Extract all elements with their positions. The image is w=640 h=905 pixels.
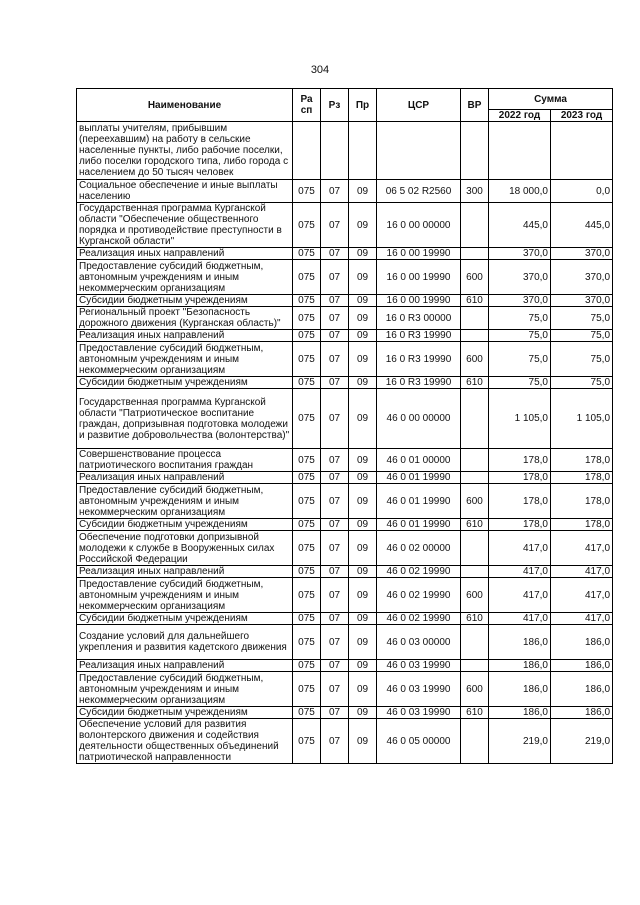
table-row: [77, 122, 613, 180]
row-pr: 09: [349, 377, 377, 389]
row-pr: 09: [349, 660, 377, 672]
row-csr: 16 0 00 19990: [377, 260, 461, 295]
row-rz: 07: [321, 566, 349, 578]
table-row: [77, 719, 613, 764]
row-sum-2023: 75,0: [551, 307, 613, 330]
row-sum-2022: 417,0: [489, 566, 551, 578]
row-csr: 46 0 01 19990: [377, 519, 461, 531]
table-row: [77, 389, 613, 449]
row-rz: 07: [321, 472, 349, 484]
row-rasp: 075: [293, 719, 321, 764]
row-vr: 610: [461, 613, 489, 625]
row-pr: 09: [349, 719, 377, 764]
row-sum-2022: 178,0: [489, 449, 551, 472]
row-csr: 46 0 02 19990: [377, 613, 461, 625]
row-sum-2022: 417,0: [489, 578, 551, 613]
row-name: Предоставление субсидий бюджетным, автономным учреждениям и иным некоммерческим организациям: [77, 672, 293, 707]
row-csr: 16 0 00 19990: [377, 248, 461, 260]
row-vr: [461, 625, 489, 660]
row-rz: 07: [321, 180, 349, 203]
row-sum-2023: 370,0: [551, 260, 613, 295]
row-rz: 07: [321, 203, 349, 248]
row-rasp: 075: [293, 260, 321, 295]
row-csr: 46 0 05 00000: [377, 719, 461, 764]
row-sum-2023: 178,0: [551, 472, 613, 484]
row-sum-2023: 417,0: [551, 566, 613, 578]
row-vr: 600: [461, 260, 489, 295]
row-csr: 46 0 03 19990: [377, 707, 461, 719]
row-rasp: 075: [293, 578, 321, 613]
row-sum-2022: 178,0: [489, 519, 551, 531]
row-csr: 46 0 00 00000: [377, 389, 461, 449]
row-name: Региональный проект "Безопасность дорожного движения (Курганская область)": [77, 307, 293, 330]
budget-table: [76, 88, 613, 764]
table-row: [77, 578, 613, 613]
row-rasp: 075: [293, 342, 321, 377]
row-rasp: 075: [293, 531, 321, 566]
row-vr: [461, 531, 489, 566]
row-rasp: 075: [293, 449, 321, 472]
table-row: [77, 660, 613, 672]
header-rz: Рз: [321, 89, 349, 122]
row-sum-2022: 370,0: [489, 248, 551, 260]
table-row: [77, 625, 613, 660]
row-rz: 07: [321, 248, 349, 260]
header-vr: ВР: [461, 89, 489, 122]
row-csr: 46 0 03 19990: [377, 660, 461, 672]
table-row: [77, 203, 613, 248]
row-name: Реализация иных направлений: [77, 660, 293, 672]
row-vr: [461, 449, 489, 472]
row-csr: 46 0 01 19990: [377, 484, 461, 519]
row-sum-2022: 75,0: [489, 342, 551, 377]
row-rasp: 075: [293, 472, 321, 484]
row-name: Государственная программа Курганской области "Патриотическое воспитание граждан, допризывная подготовка молодежи и развитие добровольчества (волонтерства)": [77, 389, 293, 449]
row-pr: 09: [349, 203, 377, 248]
row-sum-2023: 186,0: [551, 707, 613, 719]
row-rasp: 075: [293, 377, 321, 389]
table-row: [77, 307, 613, 330]
table-row: [77, 377, 613, 389]
row-csr: 16 0 00 00000: [377, 203, 461, 248]
row-pr: 09: [349, 625, 377, 660]
row-sum-2022: 370,0: [489, 260, 551, 295]
row-rasp: [293, 122, 321, 180]
row-pr: [349, 122, 377, 180]
table-row: [77, 672, 613, 707]
row-sum-2023: 219,0: [551, 719, 613, 764]
row-pr: 09: [349, 449, 377, 472]
row-rasp: 075: [293, 613, 321, 625]
row-vr: [461, 719, 489, 764]
row-sum-2022: 186,0: [489, 707, 551, 719]
table-row: [77, 248, 613, 260]
header-2022: 2022 год: [489, 110, 551, 122]
row-rz: 07: [321, 625, 349, 660]
row-rasp: 075: [293, 660, 321, 672]
row-sum-2023: 445,0: [551, 203, 613, 248]
row-name: Социальное обеспечение и иные выплаты населению: [77, 180, 293, 203]
table-row: [77, 472, 613, 484]
row-sum-2023: 370,0: [551, 248, 613, 260]
row-rasp: 075: [293, 330, 321, 342]
row-rz: 07: [321, 519, 349, 531]
row-rasp: 075: [293, 707, 321, 719]
row-csr: 16 0 00 19990: [377, 295, 461, 307]
row-vr: [461, 389, 489, 449]
row-name: Обеспечение условий для развития волонтерского движения и содействия деятельности общественных объединений патриотической направленности: [77, 719, 293, 764]
row-vr: [461, 566, 489, 578]
header-sum: Сумма: [489, 89, 613, 110]
row-rasp: 075: [293, 519, 321, 531]
header-name: Наименование: [77, 89, 293, 122]
row-rasp: 075: [293, 248, 321, 260]
row-rz: 07: [321, 307, 349, 330]
row-rasp: 075: [293, 307, 321, 330]
table-row: [77, 295, 613, 307]
row-csr: 46 0 02 19990: [377, 566, 461, 578]
row-pr: 09: [349, 295, 377, 307]
row-sum-2022: 18 000,0: [489, 180, 551, 203]
row-vr: [461, 307, 489, 330]
row-csr: [377, 122, 461, 180]
row-pr: 09: [349, 307, 377, 330]
row-sum-2023: 178,0: [551, 484, 613, 519]
row-vr: 600: [461, 484, 489, 519]
row-csr: 46 0 02 19990: [377, 578, 461, 613]
row-rz: 07: [321, 531, 349, 566]
table-row: [77, 260, 613, 295]
row-sum-2022: 75,0: [489, 377, 551, 389]
row-rz: [321, 122, 349, 180]
row-rz: 07: [321, 449, 349, 472]
row-sum-2022: 1 105,0: [489, 389, 551, 449]
row-pr: 09: [349, 330, 377, 342]
row-pr: 09: [349, 248, 377, 260]
row-pr: 09: [349, 180, 377, 203]
row-name: Реализация иных направлений: [77, 472, 293, 484]
row-vr: [461, 122, 489, 180]
header-rasp: Ра сп: [293, 89, 321, 122]
table-row: [77, 566, 613, 578]
row-rz: 07: [321, 342, 349, 377]
row-rz: 07: [321, 613, 349, 625]
row-rasp: 075: [293, 295, 321, 307]
row-csr: 46 0 01 19990: [377, 472, 461, 484]
table-row: [77, 531, 613, 566]
row-sum-2022: 445,0: [489, 203, 551, 248]
row-sum-2022: 178,0: [489, 472, 551, 484]
row-name: Предоставление субсидий бюджетным, автономным учреждениям и иным некоммерческим организациям: [77, 342, 293, 377]
row-csr: 46 0 03 19990: [377, 672, 461, 707]
row-pr: 09: [349, 519, 377, 531]
table-row: [77, 180, 613, 203]
table-row: [77, 449, 613, 472]
row-name: Предоставление субсидий бюджетным, автономным учреждениям и иным некоммерческим организациям: [77, 260, 293, 295]
row-rasp: 075: [293, 566, 321, 578]
row-pr: 09: [349, 672, 377, 707]
row-sum-2023: 417,0: [551, 613, 613, 625]
row-vr: [461, 203, 489, 248]
row-sum-2023: 75,0: [551, 330, 613, 342]
row-rasp: 075: [293, 484, 321, 519]
row-csr: 46 0 01 00000: [377, 449, 461, 472]
row-name: Реализация иных направлений: [77, 566, 293, 578]
row-name: Субсидии бюджетным учреждениям: [77, 295, 293, 307]
row-csr: 16 0 R3 19990: [377, 377, 461, 389]
row-name: Субсидии бюджетным учреждениям: [77, 377, 293, 389]
row-rz: 07: [321, 377, 349, 389]
row-vr: 600: [461, 672, 489, 707]
row-vr: 600: [461, 342, 489, 377]
table-row: [77, 613, 613, 625]
row-pr: 09: [349, 566, 377, 578]
page-number: 304: [310, 64, 330, 76]
row-csr: 46 0 02 00000: [377, 531, 461, 566]
table-row: [77, 519, 613, 531]
table-row: [77, 330, 613, 342]
row-sum-2022: 186,0: [489, 625, 551, 660]
row-sum-2022: 75,0: [489, 307, 551, 330]
row-pr: 09: [349, 531, 377, 566]
row-sum-2022: 417,0: [489, 613, 551, 625]
row-sum-2023: 186,0: [551, 660, 613, 672]
row-name: выплаты учителям, прибывшим (переехавшим) на работу в сельские населенные пункты, либо рабочие поселки, либо поселки городского типа, либо города с населением до 50 тысяч человек: [77, 122, 293, 180]
row-sum-2022: 178,0: [489, 484, 551, 519]
row-pr: 09: [349, 342, 377, 377]
row-sum-2023: 178,0: [551, 449, 613, 472]
row-name: Обеспечение подготовки допризывной молодежи к службе в Вооруженных силах Российской Федерации: [77, 531, 293, 566]
row-rz: 07: [321, 484, 349, 519]
row-pr: 09: [349, 613, 377, 625]
row-vr: [461, 660, 489, 672]
header-csr: ЦСР: [377, 89, 461, 122]
row-name: Предоставление субсидий бюджетным, автономным учреждениям и иным некоммерческим организациям: [77, 484, 293, 519]
row-vr: 600: [461, 578, 489, 613]
row-pr: 09: [349, 389, 377, 449]
table-row: [77, 484, 613, 519]
row-name: Субсидии бюджетным учреждениям: [77, 519, 293, 531]
row-sum-2023: 417,0: [551, 531, 613, 566]
row-rasp: 075: [293, 203, 321, 248]
row-rz: 07: [321, 660, 349, 672]
row-rz: 07: [321, 719, 349, 764]
row-name: Реализация иных направлений: [77, 248, 293, 260]
row-sum-2023: 75,0: [551, 342, 613, 377]
row-sum-2022: 370,0: [489, 295, 551, 307]
row-vr: 300: [461, 180, 489, 203]
row-rz: 07: [321, 389, 349, 449]
row-name: Создание условий для дальнейшего укрепления и развития кадетского движения: [77, 625, 293, 660]
row-name: Совершенствование процесса патриотического воспитания граждан: [77, 449, 293, 472]
row-vr: [461, 330, 489, 342]
row-csr: 16 0 R3 00000: [377, 307, 461, 330]
row-sum-2023: 186,0: [551, 672, 613, 707]
row-sum-2023: 75,0: [551, 377, 613, 389]
row-sum-2023: 0,0: [551, 180, 613, 203]
row-sum-2023: [551, 122, 613, 180]
row-sum-2023: 1 105,0: [551, 389, 613, 449]
row-rz: 07: [321, 330, 349, 342]
row-rasp: 075: [293, 389, 321, 449]
header-2023: 2023 год: [551, 110, 613, 122]
row-vr: 610: [461, 519, 489, 531]
table-body: [77, 122, 613, 764]
row-name: Государственная программа Курганской области "Обеспечение общественного порядка и противодействие преступности в Курганской области": [77, 203, 293, 248]
row-vr: [461, 472, 489, 484]
row-csr: 06 5 02 R2560: [377, 180, 461, 203]
row-vr: [461, 248, 489, 260]
row-sum-2022: 186,0: [489, 660, 551, 672]
row-pr: 09: [349, 484, 377, 519]
row-csr: 46 0 03 00000: [377, 625, 461, 660]
row-name: Субсидии бюджетным учреждениям: [77, 613, 293, 625]
row-pr: 09: [349, 707, 377, 719]
row-sum-2023: 370,0: [551, 295, 613, 307]
row-name: Предоставление субсидий бюджетным, автономным учреждениям и иным некоммерческим организациям: [77, 578, 293, 613]
row-rasp: 075: [293, 625, 321, 660]
row-sum-2022: 75,0: [489, 330, 551, 342]
row-vr: 610: [461, 377, 489, 389]
table-row: [77, 342, 613, 377]
row-sum-2022: 417,0: [489, 531, 551, 566]
row-vr: 610: [461, 295, 489, 307]
table-row: [77, 707, 613, 719]
row-rz: 07: [321, 578, 349, 613]
header-pr: Пр: [349, 89, 377, 122]
row-pr: 09: [349, 472, 377, 484]
row-sum-2023: 186,0: [551, 625, 613, 660]
row-rz: 07: [321, 672, 349, 707]
row-sum-2023: 417,0: [551, 578, 613, 613]
row-pr: 09: [349, 578, 377, 613]
row-rz: 07: [321, 260, 349, 295]
row-rz: 07: [321, 707, 349, 719]
row-sum-2022: 186,0: [489, 672, 551, 707]
row-sum-2022: 219,0: [489, 719, 551, 764]
row-pr: 09: [349, 260, 377, 295]
row-csr: 16 0 R3 19990: [377, 330, 461, 342]
row-rz: 07: [321, 295, 349, 307]
row-sum-2023: 178,0: [551, 519, 613, 531]
row-csr: 16 0 R3 19990: [377, 342, 461, 377]
row-sum-2022: [489, 122, 551, 180]
row-vr: 610: [461, 707, 489, 719]
row-rasp: 075: [293, 180, 321, 203]
row-name: Субсидии бюджетным учреждениям: [77, 707, 293, 719]
row-name: Реализация иных направлений: [77, 330, 293, 342]
row-rasp: 075: [293, 672, 321, 707]
